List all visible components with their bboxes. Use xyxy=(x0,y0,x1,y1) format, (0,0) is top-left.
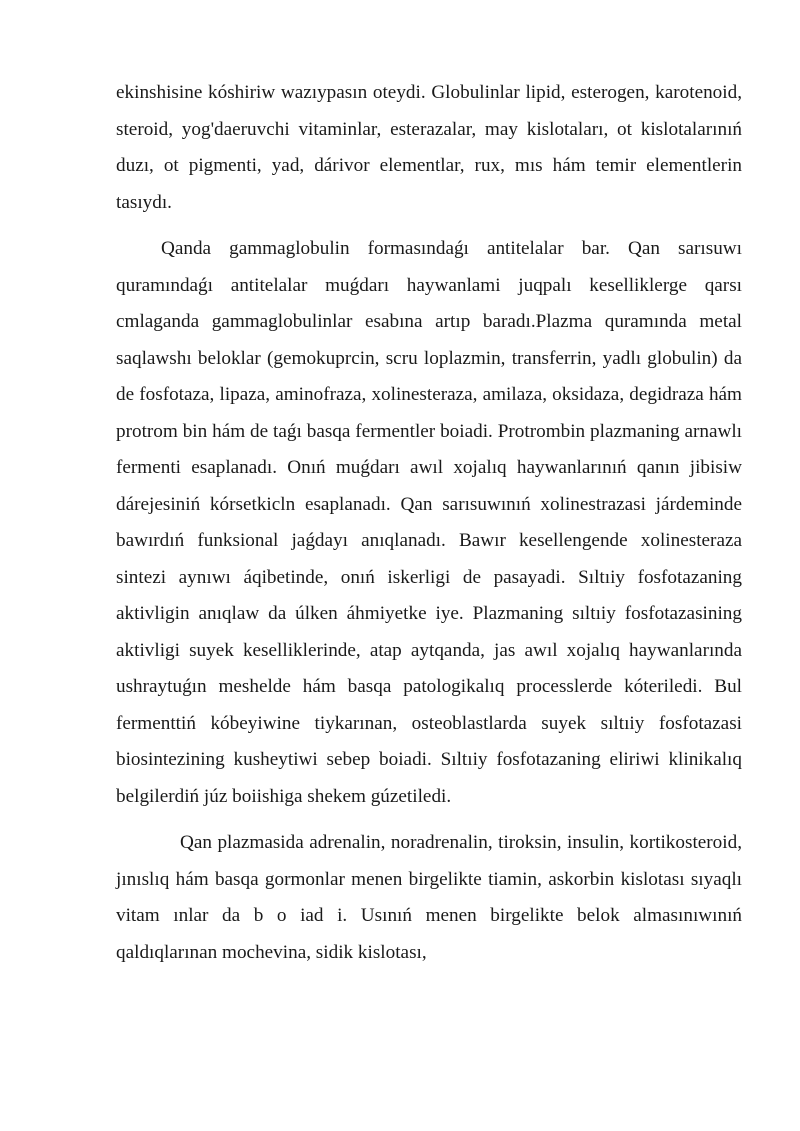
paragraph-plasma-hormones: Qan plazmasida adrenalin, noradrenalin, tiroksin, insulin, kortikosteroid, jınıslıq hám basqa gormonlar menen birgelikte tiamin, askorbin kislotası sıyaqlı vitam ınlar da b o iad i. Usınıń menen birgelikte belok almasınıwınıń qaldıqlarınan mochevina, sidik kislotası, xyxy=(116,832,742,963)
paragraph-globulin-transport: ekinshisine kóshiriw wazıypasın oteydi. Globulinlar lipid, esterogen, karotenoid, steroid, yog'daeruvchi vitaminlar, esterazalar, may kislotaları, ot kislotalarınıń duzı, ot pigmenti, yad, dárivor elementlar, rux, mıs hám temir elementlerin tasıydı. xyxy=(116,82,742,213)
paragraph-gammaglobulin-enzymes: Qanda gammaglobulin formasındaǵı antitelalar bar. Qan sarısuwı quramındaǵı antitelalar muǵdarı haywanlami juqpalı keselliklerge qarsı cmlaganda gammaglobulinlar esabına artıp baradı.Plazma quramında metal saqlawshı beloklar (gemokuprcin, scru loplazmin, transferrin, yadlı globulin) da de fosfotaza, lipaza, aminofraza, xolinesteraza, amilaza, oksidaza, degidraza hám protrom bin hám de taǵı basqa fermentler boiadi. Protrombin plazmaning arnawlı fermenti esaplanadı. Onıń muǵdarı awıl xojalıq haywanlarınıń qanın jibisiw dárejesiniń kórsetkicln esaplanadı. Qan sarısuwınıń xolinestrazasi járdeminde bawırdıń funksional jaǵdayı anıqlanadı. Bawır kesellengende xolinesteraza sintezi aynıwı áqibetinde, onıń iskerligi de pasayadi. Sıltıiy fosfotazaning aktivligin anıqlaw da úlken áhmiyetke iye. Plazmaning sıltıiy fosfotazasining aktivligi suyek keselliklerinde, atap aytqanda, jas awıl xojalıq haywanlarında ushraytuǵın meshelde hám basqa patologikalıq processlerde kóteriledi. Bul fermenttiń kóbeyiwine tiykarınan, osteoblastlarda suyek sıltıiy fosfotazasi biosintezining kusheytiwi sebep boiadi. Sıltıiy fosfotazaning eliriwi klinikalıq belgilerdiń júz boiishiga shekem gúzetiledi. xyxy=(116,238,742,807)
